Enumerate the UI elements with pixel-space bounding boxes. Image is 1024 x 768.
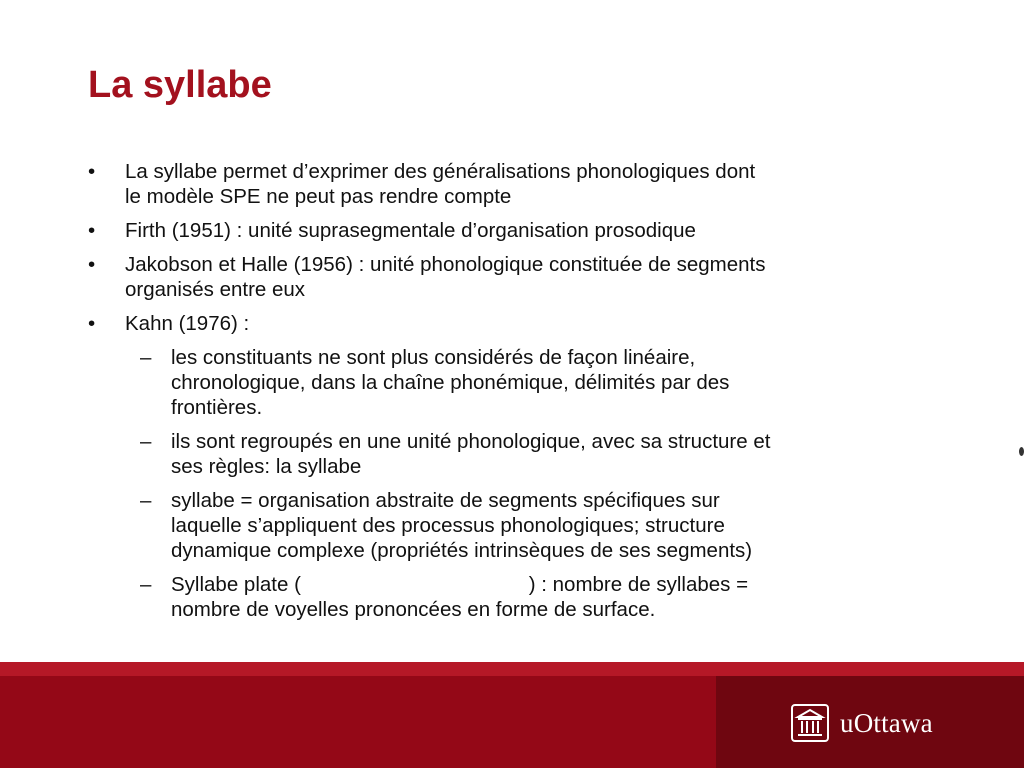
dash-marker: – xyxy=(140,430,152,453)
uottawa-logo xyxy=(790,700,933,746)
bullet-line: le modèle SPE ne peut pas rendre compte xyxy=(125,185,512,208)
bullet-item xyxy=(0,159,935,209)
dash-marker: – xyxy=(140,573,152,596)
university-building-icon xyxy=(790,703,830,743)
bullet-marker: • xyxy=(88,253,96,276)
edge-dot xyxy=(1019,447,1024,456)
bullet-marker: • xyxy=(88,219,96,242)
sub-bullet-line: ils sont regroupés en une unité phonologique, avec sa structure et xyxy=(171,430,771,453)
bullet-line: Jakobson et Halle (1956) : unité phonologique constituée de segments xyxy=(125,253,766,276)
sub-bullet-line: laquelle s’appliquent des processus phonologiques; structure xyxy=(171,514,725,537)
bullet-item xyxy=(0,311,935,336)
sub-bullet-line: les constituants ne sont plus considérés de façon linéaire, xyxy=(171,346,696,369)
footer-stripe xyxy=(0,662,1024,676)
sub-bullet-item xyxy=(0,488,931,563)
dash-marker: – xyxy=(140,489,152,512)
bullet-marker: • xyxy=(88,312,96,335)
sub-bullet-item xyxy=(0,345,931,420)
sub-bullet-line: dynamique complexe (propriétés intrinsèques de ses segments) xyxy=(171,539,753,562)
bullet-marker: • xyxy=(88,160,96,183)
dash-marker: – xyxy=(140,346,152,369)
sub-bullet-line: syllabe = organisation abstraite de segments spécifiques sur xyxy=(171,489,720,512)
bullet-line: Firth (1951) : unité suprasegmentale d’organisation prosodique xyxy=(125,219,696,242)
bullet-line: organisés entre eux xyxy=(125,278,306,301)
sub-bullet-line: chronologique, dans la chaîne phonémique, délimités par des xyxy=(171,371,730,394)
bullet-item xyxy=(0,252,935,302)
sub-bullet-line: nombre de voyelles prononcées en forme de surface. xyxy=(171,598,656,621)
bullet-line: Kahn (1976) : xyxy=(125,312,250,335)
sub-bullet-line: ses règles: la syllabe xyxy=(171,455,362,478)
sub-bullet-item xyxy=(0,572,931,622)
slide-title: La syllabe xyxy=(88,64,272,106)
logo-text: uOttawa xyxy=(840,707,933,738)
bullet-line: La syllabe permet d’exprimer des généralisations phonologiques dont xyxy=(125,160,756,183)
sub-bullet-item xyxy=(0,429,931,479)
slide-content xyxy=(0,159,1024,631)
sub-bullet-line: frontières. xyxy=(171,396,263,419)
bullet-item xyxy=(0,218,935,243)
sub-bullet-line: Syllabe plate ( ) : nombre de syllabes = xyxy=(171,573,749,596)
